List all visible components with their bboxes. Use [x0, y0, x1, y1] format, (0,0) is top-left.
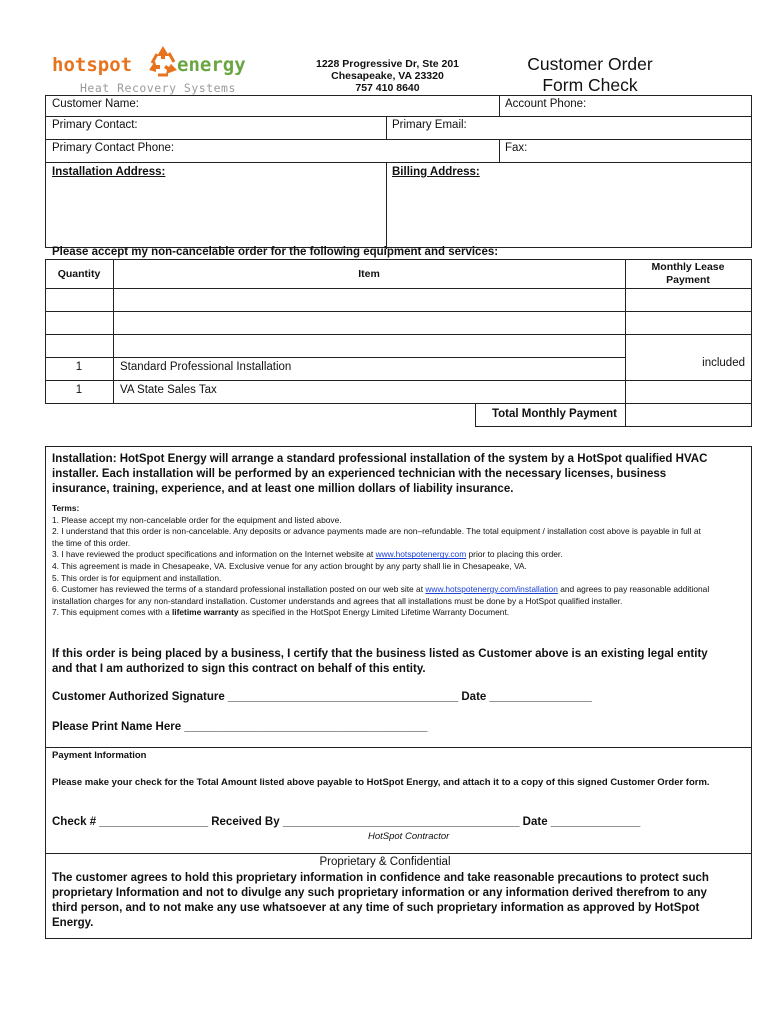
divider — [45, 311, 752, 312]
terms-list — [52, 503, 712, 619]
row-primary-contact — [46, 117, 751, 140]
order-intro: Please accept my non-cancelable order for the following equipment and services: — [52, 246, 499, 258]
divider — [45, 259, 752, 260]
col-header-item: Item — [358, 268, 380, 280]
row-4-qty: 1 — [75, 361, 83, 373]
company-phone: 757 410 8640 — [355, 82, 420, 94]
confidential-title: Proprietary & Confidential — [319, 856, 451, 868]
col-header-payment — [625, 261, 751, 287]
logo-text-hotspot: hotspot — [52, 54, 133, 76]
divider — [45, 259, 46, 404]
term-7-text-end: as specified in the HotSpot Energy Limited Lifetime Warranty Document. — [238, 607, 510, 618]
divider — [386, 117, 387, 140]
divider — [386, 163, 387, 249]
divider — [475, 426, 752, 427]
document-title — [505, 54, 675, 96]
account-phone-field[interactable]: Account Phone: — [505, 98, 587, 110]
website-link[interactable]: www.hotspotenergy.com — [375, 549, 467, 560]
term-7-text: 7. This equipment comes with a — [52, 607, 172, 618]
installation-statement: Installation: HotSpot Energy will arrange a standard professional installation of the system by a HotSpot qualified HVAC installer. Each installation will be performed by an experienced technician with the necessary licenses, business insurance, training, experience, and at least one million dollars of liability insurance. — [52, 453, 708, 495]
row-5-item: VA State Sales Tax — [120, 384, 217, 396]
customer-name-field[interactable]: Customer Name: — [52, 98, 139, 110]
company-logo — [52, 44, 262, 98]
row-contact-phone — [46, 140, 751, 163]
term-3 — [52, 549, 712, 561]
print-name-line[interactable]: Please Print Name Here ______________________________________ — [52, 721, 428, 733]
company-address — [300, 58, 475, 94]
divider — [499, 140, 500, 163]
divider — [113, 259, 114, 404]
fax-field[interactable]: Fax: — [505, 142, 528, 154]
divider — [45, 288, 752, 289]
divider — [45, 747, 752, 748]
term-5: 5. This order is for equipment and installation. — [52, 572, 222, 583]
total-monthly-payment-label: Total Monthly Payment — [491, 408, 617, 420]
term-6-text-end: and agrees to pay reasonable additional installation charges for any non-standard installation. Customer understands and agrees that all installations must be done by a HotSpot qualified installer. — [52, 584, 710, 606]
installation-address-field[interactable]: Installation Address: — [52, 166, 166, 178]
term-7-bold: lifetime warranty — [171, 607, 239, 618]
installation-link[interactable]: www.hotspotenergy.com/installation — [425, 584, 558, 595]
term-7 — [52, 607, 712, 619]
business-certification: If this order is being placed by a business, I certify that the business listed as Customer above is an existing legal entity and that I am authorized to sign this contract on behalf of this entity. — [52, 648, 708, 675]
row-5-qty: 1 — [75, 384, 83, 396]
term-3-text: 3. I have reviewed the product specifications and information on the Internet website at — [52, 549, 376, 560]
payment-instructions: Please make your check for the Total Amount listed above payable to HotSpot Energy, and attach it to a copy of this signed Customer Order form. — [52, 777, 710, 788]
term-6 — [52, 584, 712, 607]
order-table — [45, 259, 752, 427]
title-line-2: Form Check — [542, 75, 638, 95]
logo-text-energy: energy — [177, 54, 246, 76]
customer-info-grid — [45, 95, 752, 248]
address-city: Chesapeake, VA 23320 — [331, 70, 444, 82]
term-6-text: 6. Customer has reviewed the terms of a standard professional installation posted on our web site at — [52, 584, 426, 595]
term-1: 1. Please accept my non-cancelable order for the equipment and listed above. — [52, 514, 342, 525]
signature-line[interactable]: Customer Authorized Signature ____________________________________ Date ________________ — [52, 691, 592, 703]
term-2: 2. I understand that this order is non-cancelable. Any deposits or advance payments made are non–refundable. The total equipment / installation cost above is payable in full at the time of this order. — [52, 526, 701, 548]
primary-contact-phone-field[interactable]: Primary Contact Phone: — [52, 142, 175, 154]
payment-heading: Payment Information — [52, 750, 147, 761]
title-line-1: Customer Order — [527, 54, 653, 74]
logo-tagline: Heat Recovery Systems — [80, 81, 236, 95]
contractor-caption: HotSpot Contractor — [368, 831, 450, 842]
billing-address-field[interactable]: Billing Address: — [392, 166, 480, 178]
col-header-payment-line1: Monthly Lease — [651, 261, 725, 273]
row-4-payment: included — [702, 357, 745, 369]
terms-heading: Terms: — [52, 503, 80, 513]
divider — [45, 403, 752, 404]
confidential-text: The customer agrees to hold this proprietary information in confidence and take reasonable precautions to protect such proprietary Information and not to divulge any such proprietary information or any information derived therefrom to any third person, and to not make any use whatsoever at any time of such proprietary information as approved by HotSpot Energy. — [52, 872, 709, 929]
check-received-line[interactable]: Check # _________________ Received By _____________________________________ Date ______________ — [52, 816, 641, 828]
divider — [499, 96, 500, 117]
primary-email-field[interactable]: Primary Email: — [392, 119, 467, 131]
divider — [45, 380, 752, 381]
row-customer-name — [46, 96, 751, 117]
divider — [45, 334, 752, 335]
col-header-quantity: Quantity — [57, 268, 101, 280]
term-4: 4. This agreement is made in Chesapeake, VA. Exclusive venue for any action brought by any party shall lie in Chesapeake, VA. — [52, 560, 527, 571]
row-4-item: Standard Professional Installation — [120, 361, 292, 373]
col-header-payment-line2: Payment — [666, 274, 710, 286]
divider — [45, 853, 752, 854]
divider — [751, 259, 752, 427]
primary-contact-field[interactable]: Primary Contact: — [52, 119, 138, 131]
address-street: 1228 Progressive Dr, Ste 201 — [315, 58, 459, 70]
term-3-text-end: prior to placing this order. — [466, 549, 563, 560]
recycle-icon — [146, 44, 180, 78]
divider — [45, 357, 625, 358]
